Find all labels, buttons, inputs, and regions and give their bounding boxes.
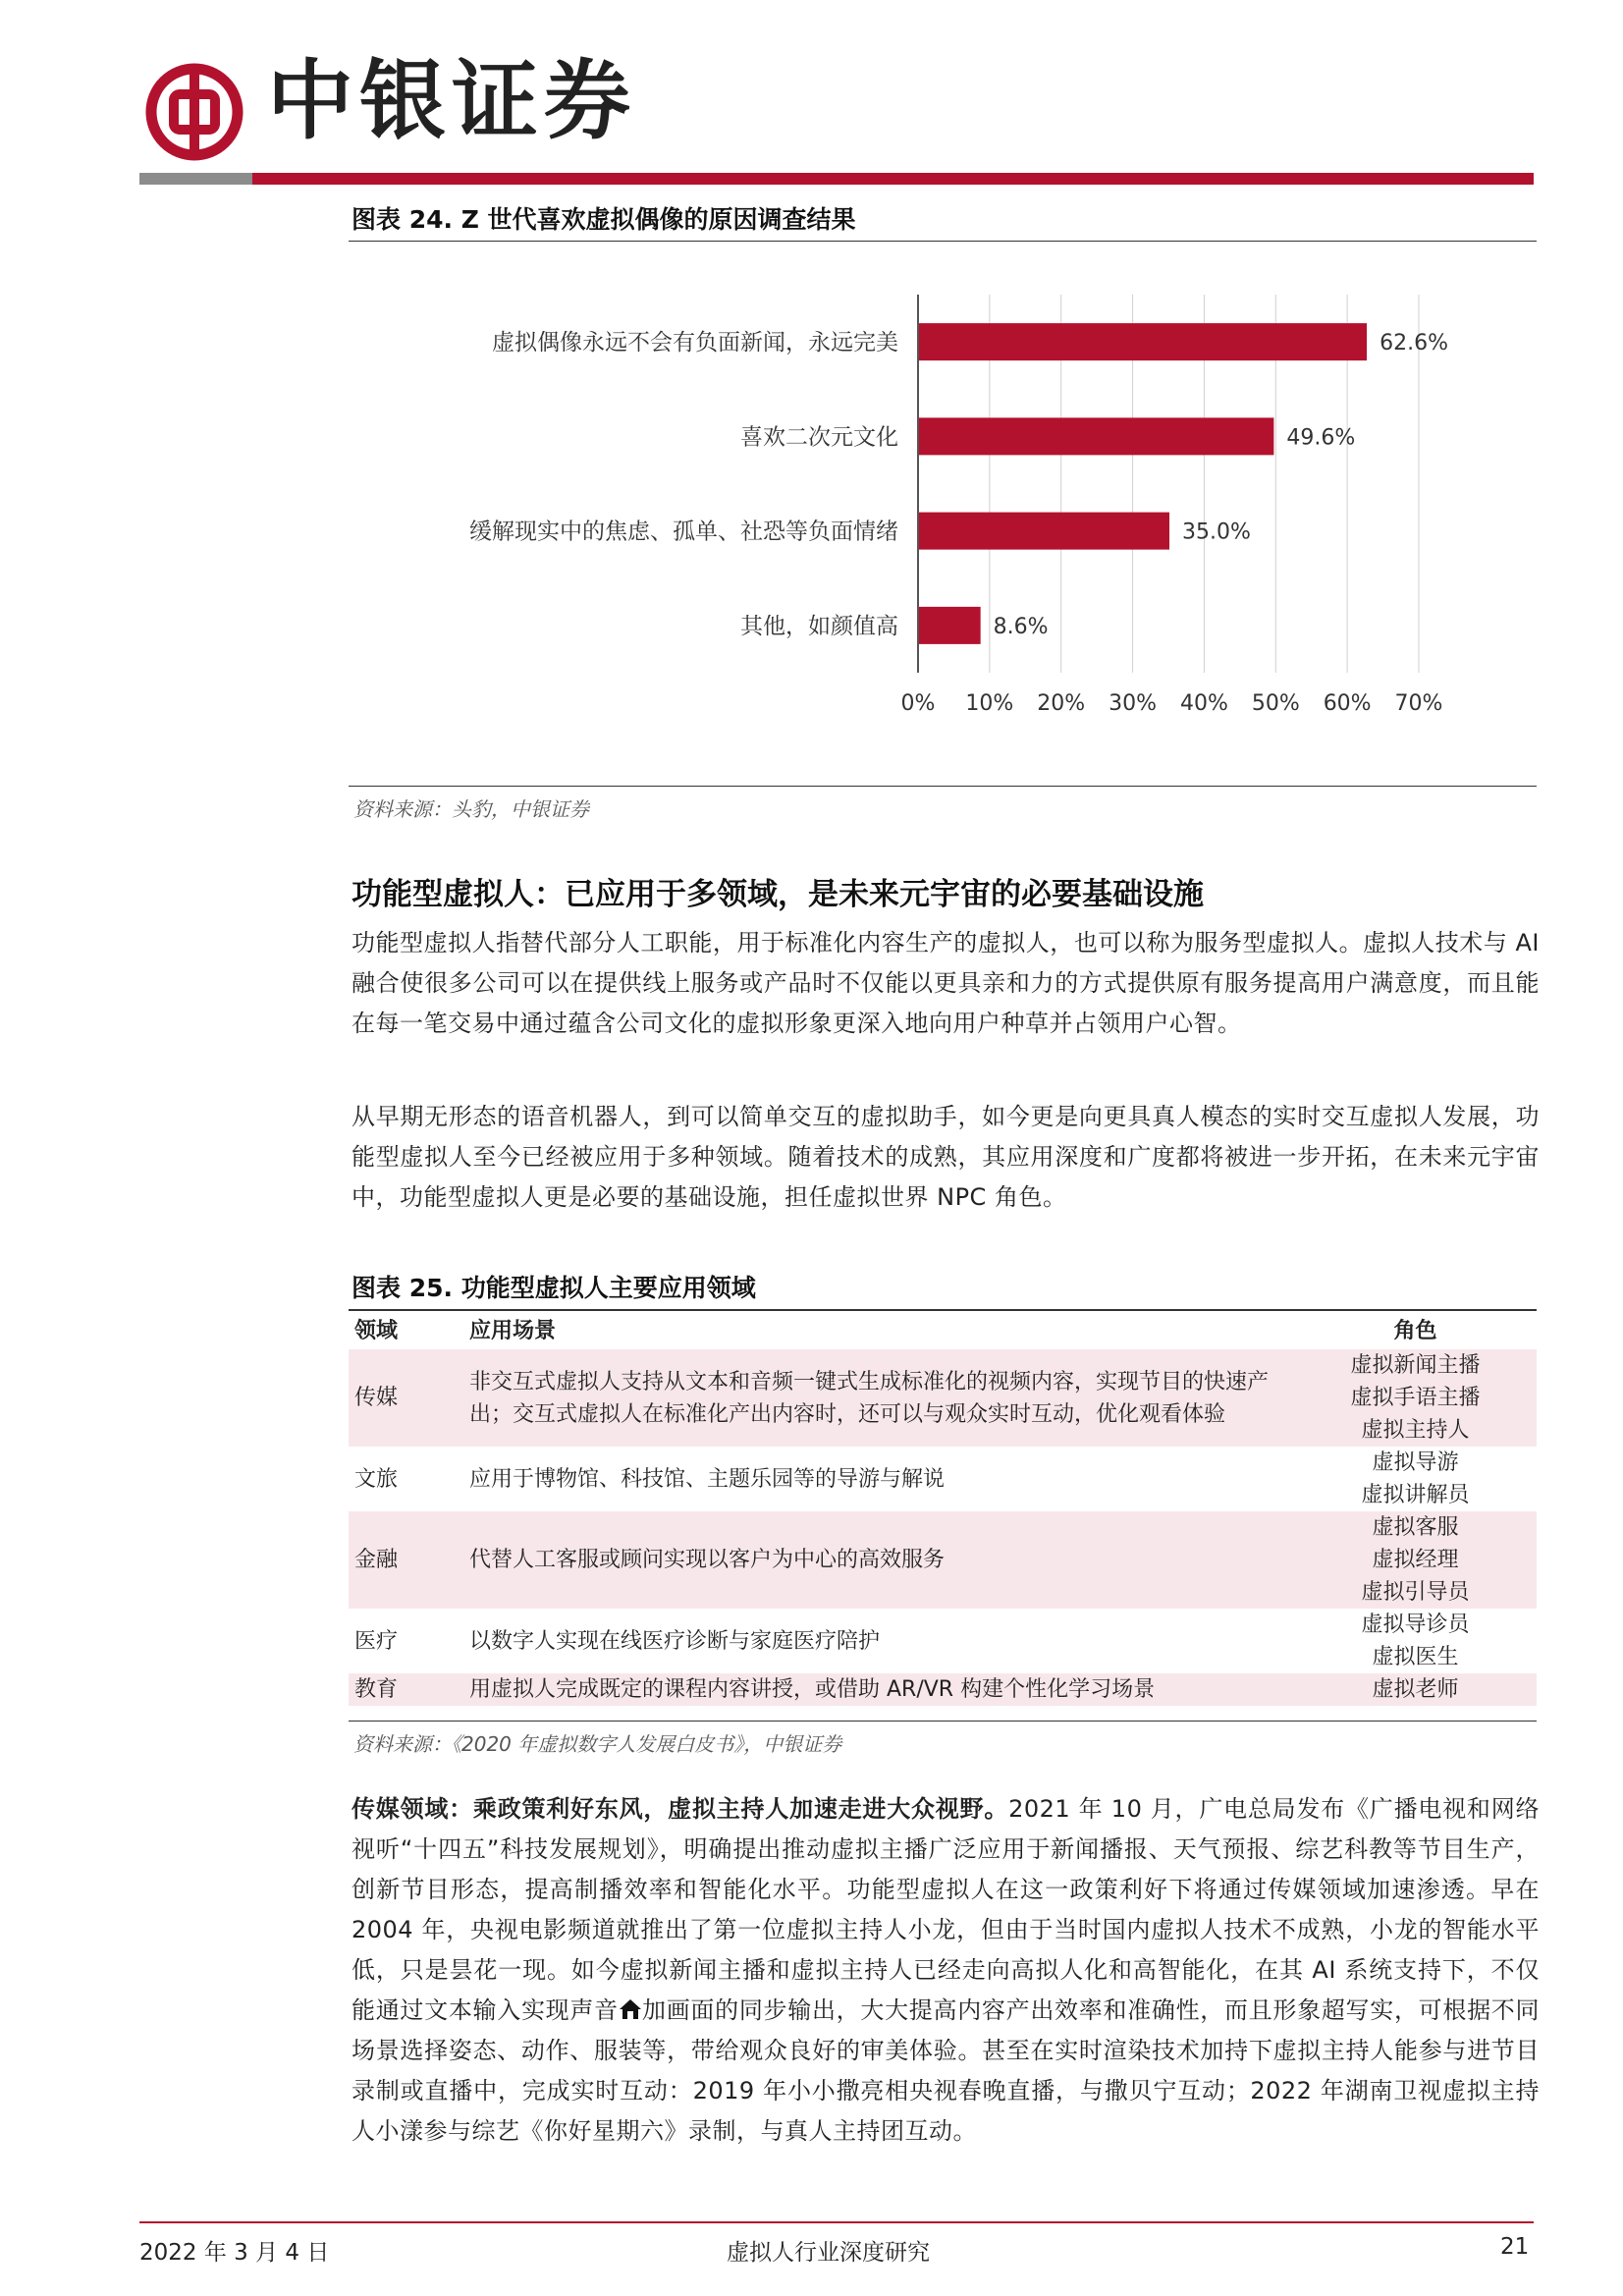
table-header-row (349, 1312, 1537, 1349)
media-paragraph (352, 1789, 1540, 2152)
figure-25-source: 资料来源：《2020 年虚拟数字人发展白皮书》，中银证券 (353, 1732, 842, 1756)
row-roles (1294, 1511, 1537, 1609)
table-row (349, 1673, 1537, 1706)
row-roles (1294, 1447, 1537, 1511)
row-scene: 应用于博物馆、科技馆、主题乐园等的导游与解说 (469, 1466, 946, 1492)
role-item: 虚拟导游 (1372, 1450, 1459, 1475)
data-label: 8.6% (993, 614, 1049, 639)
bank-of-china-logo (145, 63, 243, 161)
header-role: 角色 (1393, 1318, 1437, 1343)
figure-25-bottom-rule (349, 1721, 1537, 1722)
role-item: 虚拟老师 (1372, 1677, 1459, 1702)
footer-date: 2022 年 3 月 4 日 (139, 2240, 330, 2266)
role-item: 虚拟引导员 (1361, 1580, 1470, 1605)
header-rule-gray (139, 173, 252, 185)
x-tick-label: 60% (1323, 691, 1372, 716)
category-label: 喜欢二次元文化 (740, 424, 898, 451)
row-scene: 以数字人实现在线医疗诊断与家庭医疗陪护 (469, 1628, 881, 1654)
x-tick-label: 70% (1394, 691, 1443, 716)
role-item: 虚拟主持人 (1361, 1418, 1470, 1443)
data-label: 35.0% (1182, 519, 1251, 545)
role-item: 虚拟导诊员 (1361, 1613, 1470, 1637)
figure-24-top-rule (349, 241, 1537, 242)
figure-25-top-rule (349, 1309, 1537, 1311)
page-number: 21 (1500, 2234, 1530, 2260)
x-tick-label: 30% (1109, 691, 1158, 716)
category-label: 虚拟偶像永远不会有负面新闻，永远完美 (492, 330, 898, 356)
row-field: 文旅 (354, 1466, 399, 1492)
section-heading: 功能型虚拟人：已应用于多领域，是未来元宇宙的必要基础设施 (352, 877, 1204, 912)
section-paragraph-2: 从早期无形态的语音机器人，到可以简单交互的虚拟助手，如今更是向更具真人模态的实时交互虚拟人发展，功能型虚拟人至今已经被应用于多种领域。随着技术的成熟，其应用深度和广度都将被进一步开拓，在未来元宇宙中，功能型虚拟人更是必要的基础设施，担任虚拟世界 NPC 角色。 (352, 1103, 1540, 1211)
header-scene: 应用场景 (469, 1318, 557, 1343)
x-tick-label: 10% (965, 691, 1014, 716)
figure-24-bottom-rule (349, 786, 1537, 787)
x-tick-label: 50% (1251, 691, 1300, 716)
data-label: 62.6% (1380, 331, 1448, 356)
row-roles (1294, 1673, 1537, 1706)
media-lead: 传媒领域：乘政策利好东风，虚拟主持人加速走进大众视野。 (352, 1795, 1009, 1823)
header-field: 领域 (354, 1318, 399, 1343)
category-label: 其他，如颜值高 (740, 613, 898, 639)
footer-rule (139, 2221, 1534, 2223)
role-item: 虚拟讲解员 (1361, 1483, 1470, 1507)
data-label: 49.6% (1286, 425, 1356, 451)
row-field: 教育 (349, 1673, 463, 1706)
row-field: 金融 (349, 1511, 463, 1609)
footer-title: 虚拟人行业深度研究 (727, 2240, 930, 2266)
application-table (349, 1312, 1537, 1706)
bar (919, 417, 1273, 455)
table-row (349, 1609, 1537, 1673)
row-roles (1294, 1349, 1537, 1447)
bar (919, 323, 1367, 360)
bar (919, 607, 981, 644)
category-label: 缓解现实中的焦虑、孤单、社恐等负面情绪 (469, 519, 898, 545)
role-item: 虚拟医生 (1372, 1645, 1459, 1669)
x-tick-label: 20% (1037, 691, 1086, 716)
role-item: 虚拟新闻主播 (1350, 1353, 1481, 1378)
row-field: 医疗 (354, 1628, 399, 1654)
figure-24-title: 图表 24. Z 世代喜欢虚拟偶像的原因调查结果 (352, 205, 856, 234)
role-item: 虚拟客服 (1372, 1515, 1459, 1540)
table-row (349, 1349, 1537, 1447)
reasons-bar-chart (349, 285, 1478, 776)
media-text: 2021 年 10 月，广电总局发布《广播电视和网络视听“十四五”科技发展规划》，明确提出推动虚拟主播广泛应用于新闻播报、天气预报、综艺科教等节目生产，创新节目形态，提高制播效率和智能化水平。功能型虚拟人在这一政策利好下将通过传媒领域加速渗透。早在 2004 年，央视电影频道就推出了第一位虚拟主持人小龙，但由于当时国内虚拟人技术不成熟，小龙的智能水平低，只是昙花一现。如今虚拟新闻主播和虚拟主持人已经走向高拟人化和高智能化，在其 AI 系统支持下，不仅能通过文本输入实现声音 (352, 1795, 1540, 2024)
bar (919, 513, 1169, 550)
role-item: 虚拟经理 (1372, 1548, 1459, 1572)
table-row (349, 1447, 1537, 1511)
header-rule-red (252, 173, 1534, 185)
figure-24-source: 资料来源：头豹，中银证券 (353, 797, 589, 821)
media-text-2: 加画面的同步输出，大大提高内容产出效率和准确性，而且形象超写实，可根据不同场景选择姿态、动作、服装等，带给观众良好的审美体验。甚至在实时渲染技术加持下虚拟主持人能参与进节目录制或直播中，完成实时互动：2019 年小小撒亮相央视春晚直播，与撒贝宁互动；2022 年湖南卫视虚拟主持人小漾参与综艺《你好星期六》录制，与真人主持团互动。 (352, 1996, 1541, 2145)
home-icon (619, 1997, 642, 2021)
row-scene: 代替人工客服或顾问实现以客户为中心的高效服务 (463, 1511, 1294, 1609)
role-item: 虚拟手语主播 (1350, 1386, 1481, 1410)
section-paragraph-1: 功能型虚拟人指替代部分人工职能，用于标准化内容生产的虚拟人，也可以称为服务型虚拟人。虚拟人技术与 AI 融合使很多公司可以在提供线上服务或产品时不仅能以更具亲和力的方式提供原有服务提高用户满意度，而且能在每一笔交易中通过蕴含公司文化的虚拟形象更深入地向用户种草并占领用户心智。 (352, 929, 1540, 1037)
row-roles (1294, 1609, 1537, 1673)
row-scene: 非交互式虚拟人支持从文本和音频一键式生成标准化的视频内容，实现节目的快速产出；交互式虚拟人在标准化产出内容时，还可以与观众实时互动，优化观看体验 (463, 1349, 1294, 1447)
figure-25-title: 图表 25. 功能型虚拟人主要应用领域 (352, 1274, 756, 1302)
table-row (349, 1511, 1537, 1609)
row-scene: 用虚拟人完成既定的课程内容讲授，或借助 AR/VR 构建个性化学习场景 (463, 1673, 1294, 1706)
row-field: 传媒 (349, 1349, 463, 1447)
x-tick-label: 0% (900, 691, 936, 716)
brand-name: 中银证券 (267, 49, 637, 151)
x-tick-label: 40% (1179, 691, 1228, 716)
